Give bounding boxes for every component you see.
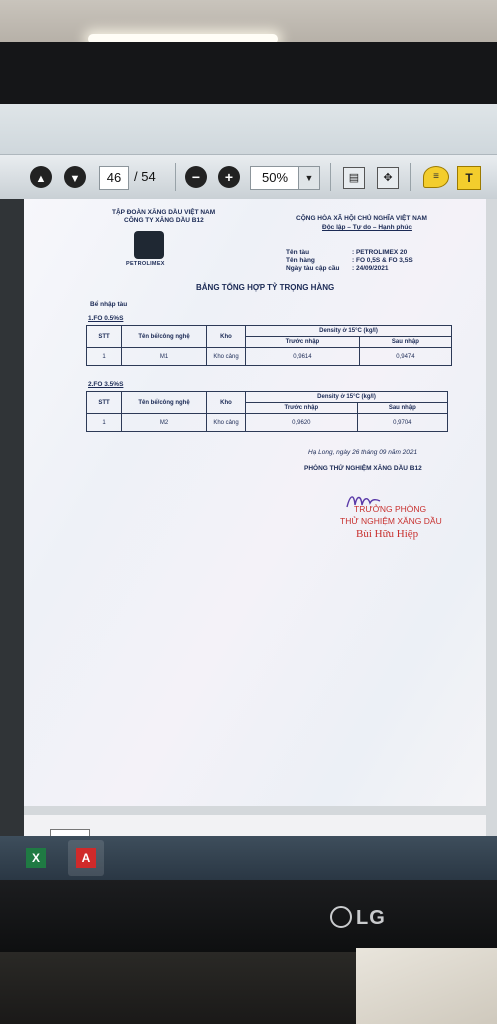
signer-name: Bùi Hữu Hiệp bbox=[356, 528, 419, 540]
pdf-reader-icon: A bbox=[76, 848, 96, 868]
table-caption: 1.FO 0.5%S bbox=[88, 315, 124, 322]
chevron-down-icon: ▼ bbox=[304, 173, 314, 183]
cell-kho: Kho cảng bbox=[207, 348, 246, 366]
monitor-screen bbox=[0, 104, 497, 880]
full-screen-icon: ✥ bbox=[383, 172, 393, 184]
zoom-out-button[interactable] bbox=[185, 166, 207, 188]
taskbar-excel-button[interactable] bbox=[18, 840, 54, 876]
comment-icon: ≡ bbox=[433, 171, 439, 182]
zoom-level-input[interactable]: 50% bbox=[250, 166, 300, 190]
comment-button[interactable] bbox=[423, 166, 449, 188]
stamp-title: TRƯỞNG PHÒNG bbox=[354, 504, 427, 514]
header-tank: Tên bể/công nghệ bbox=[122, 392, 207, 414]
header-stt: STT bbox=[87, 326, 122, 348]
info-label: Ngày tàu cập cầu bbox=[286, 265, 340, 272]
republic-title: CỘNG HÒA XÃ HỘI CHỦ NGHĨA VIỆT NAM bbox=[296, 215, 427, 222]
pdf-page bbox=[24, 199, 486, 806]
section-subheading: Bể nhập tàu bbox=[90, 301, 128, 308]
window-title-area bbox=[0, 104, 497, 154]
table-caption: 2.FO 3.5%S bbox=[88, 381, 124, 388]
header-before: Trước nhập bbox=[246, 403, 358, 414]
lg-circle-icon bbox=[330, 906, 352, 928]
logo-text: PETROLIMEX bbox=[126, 261, 165, 267]
petrolimex-logo bbox=[134, 231, 164, 259]
header-kho: Kho bbox=[207, 326, 246, 348]
cell-before: 0,9620 bbox=[246, 414, 358, 432]
info-value: : FO 0,5S & FO 3,5S bbox=[352, 257, 413, 264]
arrow-up-icon: ▲ bbox=[35, 173, 47, 185]
cell-after: 0,9704 bbox=[357, 414, 447, 432]
cell-stt: 1 bbox=[87, 414, 122, 432]
zoom-in-button[interactable] bbox=[218, 166, 240, 188]
cell-stt: 1 bbox=[87, 348, 122, 366]
info-value: : PETROLIMEX 20 bbox=[352, 249, 408, 256]
document-viewport bbox=[0, 199, 497, 879]
cell-before: 0,9614 bbox=[246, 348, 360, 366]
republic-motto: Độc lập – Tự do – Hạnh phúc bbox=[322, 224, 412, 231]
excel-icon: X bbox=[26, 848, 46, 868]
cell-tank: M1 bbox=[122, 348, 207, 366]
header-tank: Tên bể/công nghệ bbox=[122, 326, 207, 348]
navigation-pane-edge bbox=[0, 199, 24, 879]
brand-text: LG bbox=[356, 907, 386, 929]
previous-page-button[interactable] bbox=[30, 166, 52, 188]
full-screen-button[interactable] bbox=[377, 167, 399, 189]
arrow-down-icon: ▼ bbox=[69, 173, 81, 185]
header-density: Density ở 15°C (kg/l) bbox=[246, 326, 452, 337]
minus-icon: − bbox=[191, 169, 201, 185]
highlight-text-button[interactable] bbox=[457, 166, 481, 190]
fit-page-icon: ▤ bbox=[348, 172, 360, 184]
info-label: Tên tàu bbox=[286, 249, 310, 256]
cell-kho: Kho cảng bbox=[207, 414, 246, 432]
monitor-bezel-top bbox=[0, 42, 497, 112]
header-kho: Kho bbox=[207, 392, 246, 414]
header-density: Density ở 15°C (kg/l) bbox=[246, 392, 448, 403]
zoom-dropdown-button[interactable] bbox=[298, 166, 320, 190]
info-value: : 24/09/2021 bbox=[352, 265, 389, 272]
text-tool-icon: T bbox=[465, 171, 473, 185]
header-after: Sau nhập bbox=[359, 337, 451, 348]
org-name: TẬP ĐOÀN XĂNG DẦU VIỆT NAM bbox=[112, 209, 216, 216]
density-table bbox=[86, 391, 448, 432]
page-total-label: / 54 bbox=[134, 169, 156, 184]
lab-name: PHÒNG THỬ NGHIỆM XĂNG DẦU B12 bbox=[304, 465, 422, 472]
toolbar-divider bbox=[330, 163, 331, 191]
taskbar-pdf-button[interactable] bbox=[68, 840, 104, 876]
info-label: Tên hàng bbox=[286, 257, 315, 264]
company-name: CÔNG TY XĂNG DẦU B12 bbox=[124, 217, 204, 224]
density-table bbox=[86, 325, 452, 366]
paper-stack bbox=[356, 948, 497, 1024]
cell-after: 0,9474 bbox=[359, 348, 451, 366]
pdf-toolbar bbox=[0, 154, 497, 200]
page-number-input[interactable]: 46 bbox=[99, 166, 129, 190]
fit-page-button[interactable] bbox=[343, 167, 365, 189]
plus-icon: + bbox=[224, 169, 234, 185]
toolbar-divider bbox=[410, 163, 411, 191]
monitor-bezel-bottom bbox=[0, 880, 497, 952]
taskbar bbox=[0, 836, 497, 880]
monitor-brand-logo bbox=[330, 906, 386, 930]
toolbar-divider bbox=[175, 163, 176, 191]
header-stt: STT bbox=[87, 392, 122, 414]
stamp-department: THỬ NGHIỆM XĂNG DẦU bbox=[340, 516, 442, 526]
next-page-button[interactable] bbox=[64, 166, 86, 188]
cell-tank: M2 bbox=[122, 414, 207, 432]
document-title: BẢNG TỔNG HỢP TỶ TRỌNG HÀNG bbox=[196, 283, 335, 292]
header-before: Trước nhập bbox=[246, 337, 360, 348]
header-after: Sau nhập bbox=[357, 403, 447, 414]
date-line: Hạ Long, ngày 26 tháng 09 năm 2021 bbox=[308, 449, 418, 456]
